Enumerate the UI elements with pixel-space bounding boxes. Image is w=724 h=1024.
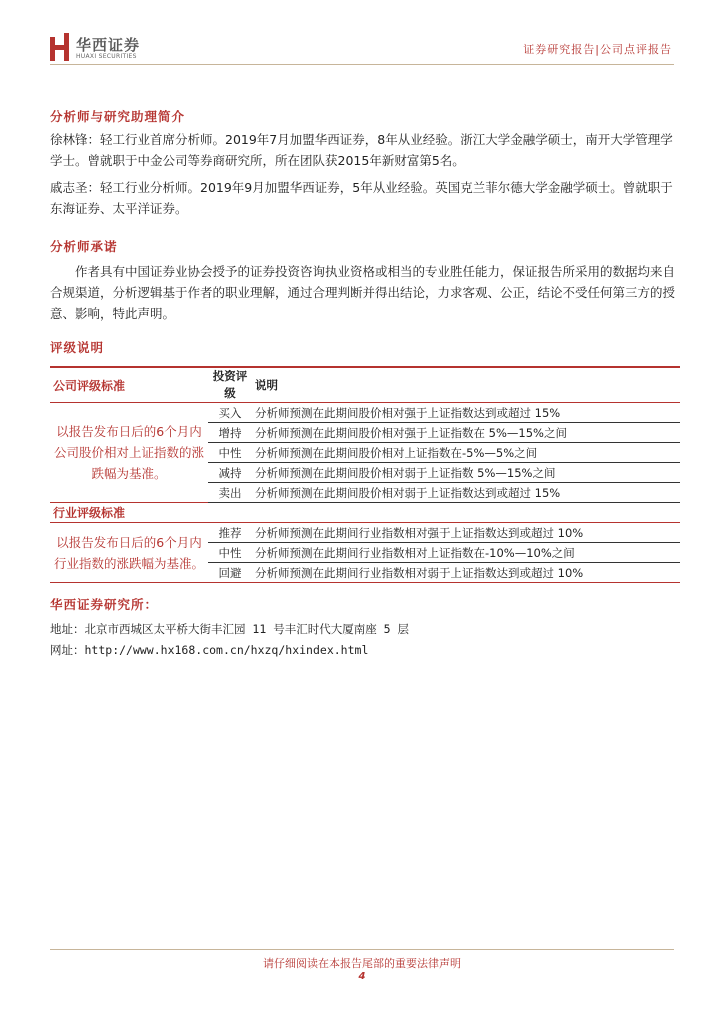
- header-divider: [50, 64, 674, 65]
- grade-cell: 增持: [208, 423, 252, 443]
- grade-cell: 中性: [208, 543, 252, 563]
- grade-cell: 买入: [208, 403, 252, 423]
- description-cell: 分析师预测在此期间股价相对弱于上证指数达到或超过 15%: [252, 483, 680, 503]
- main-content: [50, 107, 680, 661]
- table-row: [50, 403, 680, 423]
- grade-cell: 回避: [208, 563, 252, 583]
- grade-cell: 推荐: [208, 523, 252, 543]
- company-rating-basis: 以报告发布日后的6个月内公司股价相对上证指数的涨跌幅为基准。: [50, 403, 208, 503]
- rating-table-header: [50, 367, 680, 403]
- institute-address: 地址：北京市西城区太平桥大街丰汇园 11 号丰汇时代大厦南座 5 层: [50, 622, 409, 636]
- table-row: [50, 523, 680, 543]
- description-cell: 分析师预测在此期间股价相对强于上证指数在 5%—15%之间: [252, 423, 680, 443]
- analysts-section-title: 分析师与研究助理简介: [50, 109, 186, 124]
- institute-website[interactable]: 网址：http://www.hx168.com.cn/hxzq/hxindex.html: [50, 643, 369, 657]
- rating-section-title: 评级说明: [50, 340, 105, 355]
- description-cell: 分析师预测在此期间行业指数相对上证指数在-10%—10%之间: [252, 543, 680, 563]
- analyst-bio-2: 戚志圣：轻工行业分析师。2019年9月加盟华西证券，5年从业经验。英国克兰菲尔德大学金融学硕士。曾就职于东海证券、太平洋证券。: [50, 180, 673, 216]
- description-cell: 分析师预测在此期间行业指数相对强于上证指数达到或超过 10%: [252, 523, 680, 543]
- grade-cell: 卖出: [208, 483, 252, 503]
- grade-cell: 减持: [208, 463, 252, 483]
- grade-cell: 中性: [208, 443, 252, 463]
- company-rating-header: 公司评级标准: [50, 367, 208, 403]
- huaxi-logo-icon: [50, 33, 70, 61]
- commitment-text: 作者具有中国证券业协会授予的证券投资咨询执业资格或相当的专业胜任能力，保证报告所采用的数据均来自合规渠道，分析逻辑基于作者的职业理解，通过合理判断并得出结论，力求客观、公正，结论不受任何第三方的授意、影响，特此声明。: [50, 264, 676, 321]
- description-cell: 分析师预测在此期间股价相对弱于上证指数 5%—15%之间: [252, 463, 680, 483]
- analyst-bio-1: 徐林锋：轻工行业首席分析师。2019年7月加盟华西证券，8年从业经验。浙江大学金融学硕士，南开大学管理学学士。曾就职于中金公司等券商研究所，所在团队获2015年新财富第5名。: [50, 132, 673, 168]
- footer-divider: [50, 949, 674, 950]
- company-logo: [50, 33, 160, 63]
- logo-chinese-name: 华西证券: [76, 36, 141, 54]
- industry-rating-header-row: [50, 503, 680, 523]
- legal-disclaimer-note: 请仔细阅读在本报告尾部的重要法律声明: [263, 957, 461, 970]
- institute-section-title: 华西证券研究所：: [50, 597, 159, 612]
- description-cell: 分析师预测在此期间股价相对上证指数在-5%—5%之间: [252, 443, 680, 463]
- rating-table: [50, 366, 680, 583]
- page-number: 4: [358, 971, 366, 982]
- description-header: 说明: [252, 367, 680, 403]
- logo-english-name: HUAXI SECURITIES: [76, 53, 137, 60]
- report-type-label: 证券研究报告|公司点评报告: [523, 43, 672, 56]
- industry-rating-basis: 以报告发布日后的6个月内行业指数的涨跌幅为基准。: [50, 523, 208, 583]
- description-cell: 分析师预测在此期间股价相对强于上证指数达到或超过 15%: [252, 403, 680, 423]
- grade-header: 投资评级: [208, 367, 252, 403]
- description-cell: 分析师预测在此期间行业指数相对弱于上证指数达到或超过 10%: [252, 563, 680, 583]
- industry-rating-header: 行业评级标准: [50, 503, 208, 523]
- commitment-section-title: 分析师承诺: [50, 239, 118, 254]
